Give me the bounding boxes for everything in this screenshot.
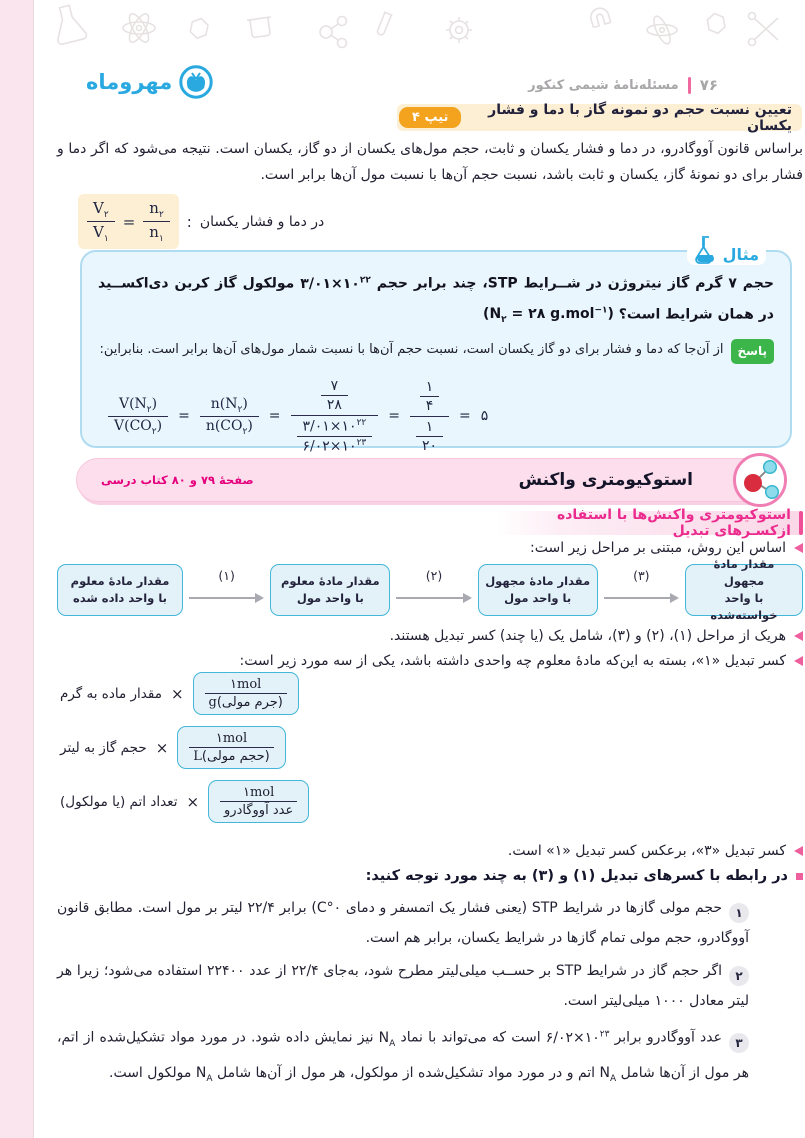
text-segment: $N_A$ — [378, 1029, 396, 1049]
text-segment: عدد آووگادرو برابر — [609, 1029, 722, 1046]
subsection-accent-bar — [799, 511, 803, 535]
arrow-right-icon — [189, 597, 262, 599]
multiply-sign: × — [155, 738, 169, 757]
text-segment: $۶/۰۲\times ۱۰^{۲۳}$ — [545, 1029, 610, 1046]
example-label: مثال — [722, 245, 759, 264]
text-segment: اتم و در مورد مواد تشکیل‌شده از مولکول، هر مول از آن‌ها شامل — [212, 1065, 600, 1082]
equals-sign: = — [459, 408, 471, 425]
text-segment: حجم مولی گازها در شرایط — [557, 900, 723, 916]
eq-token: $\frac{\frac{۷}{۲۸}}{\frac{۳/۰۱\times ۱۰^{۲۲}}{۶/۰۲\times ۱۰^{۲۳}}}$ — [291, 376, 379, 456]
example-question — [82, 252, 790, 334]
text-segment: $۳/۰۱\times ۱۰^{۲۲}$ — [300, 275, 371, 292]
steps-note-line: هریک از مراحل (۱)، (۲) و (۳)، شامل یک (یا چند) کسر تبدیل هستند. — [57, 628, 803, 644]
text-segment: است که می‌تواند با نماد — [395, 1029, 546, 1046]
molecule-icon — [731, 451, 789, 509]
text-segment: $N_A$ — [599, 1065, 617, 1085]
butterfly-logo-icon — [178, 64, 214, 100]
formula-highlight-box — [78, 194, 179, 249]
text-segment: $N_A$ — [195, 1065, 213, 1085]
arrow-right-icon — [604, 597, 677, 599]
numbered-notes — [57, 893, 749, 1097]
page-margin-strip — [0, 0, 34, 1138]
flow-arrow-2: (۲) — [395, 564, 472, 616]
text-segment: STP — [531, 900, 558, 916]
equals-sign: = — [388, 408, 400, 425]
conversion-fraction-box: ۱mol L (حجم مولی) — [177, 726, 285, 769]
text-segment: ) برابر ۲۲/۴ لیتر بر مول است. مطابق قانون آووگادرو، حجم مولی تمام گازها در شرایط یکسان، برابر هم است. — [57, 900, 749, 946]
note-item-2 — [57, 956, 749, 1016]
text-segment: مولکول است. — [109, 1065, 196, 1082]
section-page-reference: صفحهٔ ۷۹ و ۸۰ کتاب درسی — [101, 473, 254, 487]
bullet-triangle-icon — [794, 846, 803, 856]
method-intro-line — [57, 540, 803, 556]
mole-fraction: $\frac{n_۲}{n_۱}$ — [143, 198, 170, 245]
bullet-triangle-icon — [794, 631, 803, 641]
flow-box-unknown-requested-unit: مقدار مادهٔ مجهول با واحد خواسته‌شده — [685, 564, 803, 616]
given-data: ($N_۲$ = ۲۸ g.mol$^{-۱}$) — [483, 305, 614, 326]
note-item-3 — [57, 1019, 749, 1094]
eq-token: $\frac{n(N_۲)}{n(CO_۲)}$ — [200, 395, 259, 438]
text-segment: STP — [487, 275, 518, 292]
method-intro-text: اساس این روش، مبتنی بر مراحل زیر است: — [530, 540, 786, 556]
answer-text: از آن‌جا که دما و فشار برای دو گاز یکسان است، نسبت حجم آن‌ها با نسبت شمار مول‌های آن‌ها برابر است. بنابراین: — [99, 342, 724, 358]
volume-fraction: $\frac{V_۲}{V_۱}$ — [87, 198, 115, 245]
bullet-triangle-icon — [794, 656, 803, 666]
page-header — [528, 76, 718, 94]
text-segment: STP — [555, 963, 582, 979]
flow-arrow-1: (۱) — [188, 564, 265, 616]
header-divider — [688, 77, 691, 94]
text-segment: حجم ۷ گرم گاز نیتروژن در شــرایط — [517, 275, 774, 292]
conversion-row-particles: تعداد اتم (یا مولکول) × $\frac{\text{۱mol}}{\text{عدد آووگادرو}}$ — [60, 780, 309, 823]
note-number-badge: ۲ — [729, 966, 749, 986]
flow-arrow-3: (۳) — [603, 564, 680, 616]
tip-title: تعیین نسبت حجم دو نمونه گاز با دما و فشار یکسان — [488, 101, 792, 134]
eq-token: $\frac{V(N_۲)}{V(CO_۲)}$ — [108, 395, 168, 438]
note-number-badge: ۳ — [729, 1033, 749, 1053]
conversion-row-liters: حجم گاز به لیتر × ۱mol L (حجم مولی) — [60, 726, 309, 769]
notes-heading: در رابطه با کسرهای تبدیل (۱) و (۳) به چند مورد توجه کنید: — [57, 868, 803, 884]
text-segment: اگر حجم گاز در شرایط — [581, 963, 722, 979]
colon: : — [186, 212, 192, 231]
conversion-factors — [60, 672, 309, 823]
equals-sign: = — [268, 408, 281, 425]
example-answer — [98, 339, 774, 364]
example-equation — [108, 376, 488, 456]
example-box — [80, 245, 792, 455]
publisher-logo — [86, 64, 214, 100]
conversion-fraction-box: ۱mol g (جرم مولی) — [193, 672, 299, 715]
flask-icon — [694, 235, 717, 264]
multiply-sign: × — [186, 792, 200, 811]
conversion-fraction-box: $\frac{\text{۱mol}}{\text{عدد آووگادرو}}$ — [208, 780, 309, 823]
arrow-right-icon — [396, 597, 469, 599]
flow-box-known-given-unit: مقدار مادهٔ معلوم با واحد داده شده — [57, 564, 183, 616]
flow-box-known-mol: مقدار مادهٔ معلوم با واحد مول — [270, 564, 390, 616]
stoichiometry-flow-diagram — [57, 557, 803, 622]
tip-heading — [397, 101, 802, 134]
tip-body-paragraph: براساس قانون آووگادرو، در دما و فشار یکسان و ثابت، حجم مول‌های یکسان از دو گاز، یکسان است. نتیجه می‌شود که اگر دما و فشار برای دو نمونهٔ گاز، یکسان و ثابت باشد، نسبت حجم آن‌ها با نسبت مول آن‌ها برابر است. — [57, 141, 803, 183]
flow-box-unknown-mol: مقدار مادهٔ مجهول با واحد مول — [478, 564, 598, 616]
subsection-title: استوکیومتری واکنش‌ها با استفاده ازکسـرهای تبدیل — [556, 507, 791, 539]
equals-sign: = — [122, 212, 136, 231]
eq-result: ۵ — [480, 408, 489, 425]
note-number-badge: ۱ — [729, 903, 749, 923]
text-segment: (یعنی فشار یک اتمسفر و دمای — [341, 900, 532, 916]
page-number: ۷۶ — [699, 76, 718, 94]
fraction-three-note-line: کسر تبدیل «۳»، برعکس کسر تبدیل «۱» است. — [57, 843, 803, 859]
book-title: مسئله‌نامهٔ شیمی کنکور — [528, 77, 679, 93]
multiply-sign: × — [170, 684, 184, 703]
note-item-1 — [57, 893, 749, 953]
bullet-square-icon — [796, 873, 803, 880]
chemistry-doodles — [34, 0, 805, 74]
subsection-heading — [497, 507, 803, 539]
fraction-one-note-line: کسر تبدیل «۱»، بسته به این‌که مادهٔ معلوم چه واحدی داشته باشد، یکی از سه مورد زیر است: — [57, 653, 803, 669]
text-segment: ، چند برابر حجم — [370, 275, 488, 292]
text-segment: مولکول گاز کربن دی‌اکســید در همان شرایط است؟ — [98, 275, 774, 323]
example-tab — [687, 235, 766, 265]
formula-condition-label: در دما و فشار یکسان — [199, 213, 325, 230]
text-segment: C°۰ — [316, 900, 342, 916]
conversion-row-grams: مقدار ماده به گرم × ۱mol g (جرم مولی) — [60, 672, 309, 715]
tip-badge: تیپ ۴ — [399, 107, 461, 128]
section-banner — [76, 458, 782, 502]
section-title: استوکیومتری واکنش — [518, 470, 693, 490]
volume-ratio-formula — [78, 194, 324, 249]
publisher-name: مهروماه — [86, 70, 173, 94]
eq-token: $\frac{\frac{۱}{۴}}{\frac{۱}{۲۰}}$ — [410, 377, 449, 456]
text-segment: بر حســب میلی‌لیتر مطرح شود، به‌جای ۲۲/۴ از عدد ۲۲۴۰۰ استفاده می‌شود؛ زیرا هر لیتر معادل ۱۰۰۰ میلی‌لیتر است. — [57, 963, 749, 1009]
bullet-triangle-icon — [794, 543, 803, 553]
equals-sign: = — [178, 408, 190, 425]
answer-badge: پاسخ — [731, 339, 774, 364]
text-segment: نیز نمایش داده شود. در مورد مواد تشکیل‌شده از اتم، هر مول از آن‌ها شامل — [57, 1029, 749, 1082]
